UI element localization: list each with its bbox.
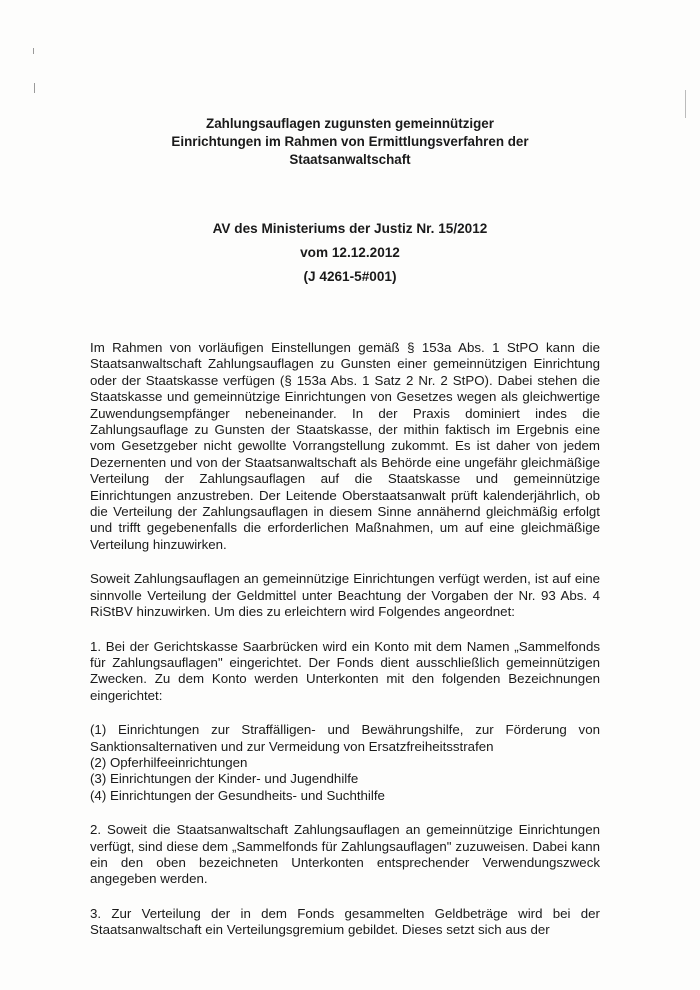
- decree-name: AV des Ministeriums der Justiz Nr. 15/2012: [212, 221, 488, 236]
- title-line: Einrichtungen im Rahmen von Ermittlungsverfahren der: [171, 134, 529, 149]
- title-line: Zahlungsauflagen zugunsten gemeinnütziger: [206, 116, 494, 131]
- document-title: [100, 115, 600, 169]
- subaccount-item: (1) Einrichtungen zur Straffälligen- und Bewährungshilfe, zur Förderung von Sanktionsalternativen und zur Vermeidung von Ersatzfreiheitsstrafen: [90, 722, 600, 754]
- scan-mark: [685, 90, 686, 118]
- subaccount-list: [90, 722, 600, 804]
- point-3-paragraph: 3. Zur Verteilung der in dem Fonds gesammelten Geldbeträge wird bei der Staatsanwaltschaft ein Verteilungsgremium gebildet. Dieses setzt sich aus der: [90, 905, 600, 938]
- subaccount-item: (4) Einrichtungen der Gesundheits- und Suchthilfe: [90, 787, 385, 803]
- title-line: Staatsanwaltschaft: [289, 152, 411, 167]
- distribution-paragraph: Soweit Zahlungsauflagen an gemeinnützige Einrichtungen verfügt werden, ist auf eine sinnvolle Verteilung der Geldmittel unter Beachtung der Vorgaben der Nr. 93 Abs. 4 RiStBV hinzuwirken. Um dies zu erleichtern wird Folgendes angeordnet:: [90, 571, 600, 620]
- subaccount-item: (2) Opferhilfeeinrichtungen: [90, 754, 248, 770]
- intro-paragraph: Im Rahmen von vorläufigen Einstellungen gemäß § 153a Abs. 1 StPO kann die Staatsanwaltschaft Zahlungsauflagen zu Gunsten einer gemeinnützigen Einrichtung oder der Staatskasse verfügen (§ 153a Abs. 1 Satz 2 Nr. 2 StPO). Dabei stehen die Staatskasse und gemeinnützige Einrichtungen von Gesetzes wegen als gleichwertige Zuwendungsempfänger nebeneinander. In der Praxis dominiert indes die Zahlungsauflage zu Gunsten der Staatskasse, der mithin faktisch im Ergebnis eine vom Gesetzgeber nicht gewollte Vorrangstellung zukommt. Es ist daher von jedem Dezernenten und von der Staatsanwaltschaft als Behörde eine ungefähr gleichmäßige Verteilung der Zahlungsauflagen auf die Staatskasse und gemeinnützige Einrichtungen anzustreben. Der Leitende Oberstaatsanwalt prüft kalenderjährlich, ob die Verteilung der Zahlungsauflagen in diesem Sinne annähernd gleichmäßig erfolgt und trifft gegebenenfalls die erforderlichen Maßnahmen, um auf eine gleichmäßige Verteilung hinzuwirken.: [90, 340, 600, 552]
- point-2-paragraph: 2. Soweit die Staatsanwaltschaft Zahlungsauflagen an gemeinnützige Einrichtungen verfügt, sind diese dem „Sammelfonds für Zahlungsauflagen" zuzuweisen. Dabei kann ein den oben bezeichneten Unterkonten entsprechender Verwendungszweck angegeben werden.: [90, 822, 600, 887]
- decree-date: vom 12.12.2012: [300, 245, 400, 260]
- scan-mark: [33, 48, 34, 54]
- point-1-paragraph: 1. Bei der Gerichtskasse Saarbrücken wird ein Konto mit dem Namen „Sammelfonds für Zahlungsauflagen" eingerichtet. Der Fonds dient ausschließlich gemeinnützigen Zwecken. Zu dem Konto werden Unterkonten mit den folgenden Bezeichnungen eingerichtet:: [90, 638, 600, 703]
- decree-reference: [100, 217, 600, 289]
- scan-mark: [34, 83, 35, 93]
- decree-file-number: (J 4261-5#001): [303, 269, 397, 284]
- subaccount-item: (3) Einrichtungen der Kinder- und Jugendhilfe: [90, 771, 359, 787]
- document-body: [90, 340, 600, 957]
